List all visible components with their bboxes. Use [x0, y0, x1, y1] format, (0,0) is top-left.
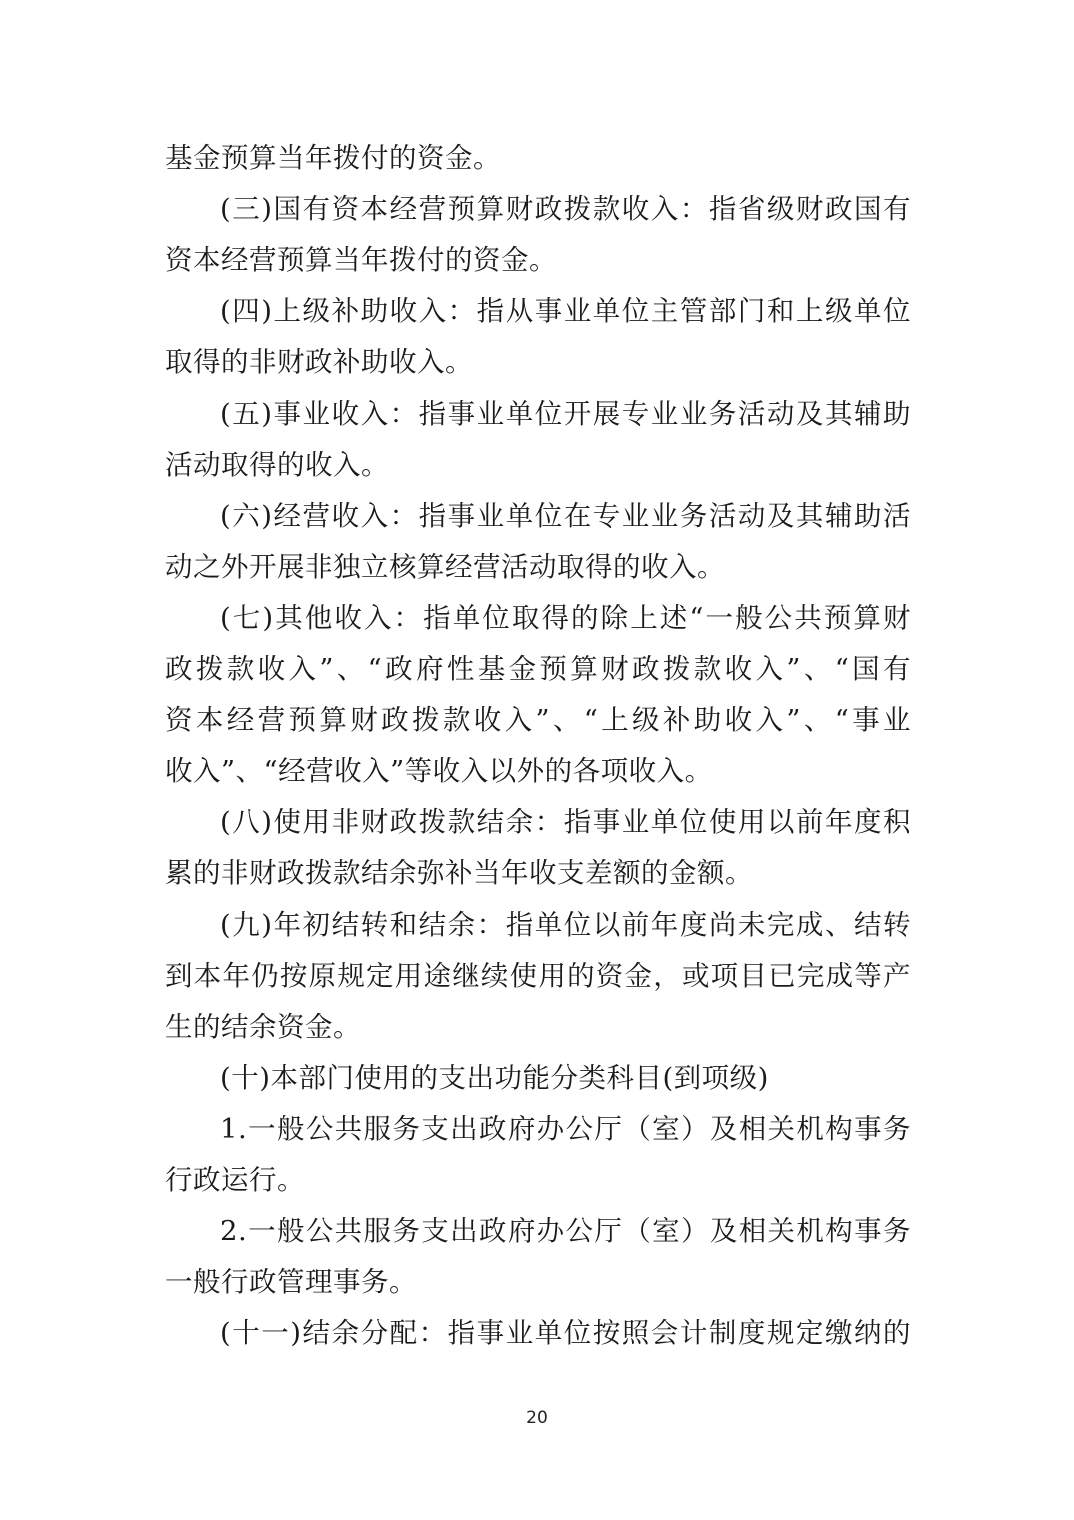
- text-line: 动之外开展非独立核算经营活动取得的收入。: [165, 550, 725, 583]
- text-line: 资本经营预算当年拨付的资金。: [165, 244, 557, 277]
- text-line: (五)事业收入：指事业单位开展专业业务活动及其辅助: [220, 397, 911, 430]
- text-line: 一般行政管理事务。: [165, 1266, 417, 1299]
- text-line: 收入”、“经营收入”等收入以外的各项收入。: [165, 755, 713, 788]
- text-line: (四)上级补助收入：指从事业单位主管部门和上级单位: [220, 295, 911, 328]
- text-line: (三)国有资本经营预算财政拨款收入：指省级财政国有: [220, 193, 911, 226]
- text-line: (十)本部门使用的支出功能分类科目(到项级): [220, 1061, 769, 1094]
- text-line: 取得的非财政补助收入。: [165, 346, 473, 379]
- text-line: 到本年仍按原规定用途继续使用的资金，或项目已完成等产: [165, 959, 911, 992]
- text-line: 政拨款收入”、“政府性基金预算财政拨款收入”、“国有: [165, 653, 911, 685]
- page-number: 20: [526, 1408, 548, 1428]
- text-line: 基金预算当年拨付的资金。: [165, 142, 501, 174]
- text-line: (七)其他收入：指单位取得的除上述“一般公共预算财: [220, 601, 911, 634]
- text-line: 累的非财政拨款结余弥补当年收支差额的金额。: [165, 857, 753, 890]
- text-line: 生的结余资金。: [165, 1010, 361, 1043]
- text-line: 2.一般公共服务支出政府办公厅（室）及相关机构事务: [220, 1215, 911, 1248]
- text-line: 活动取得的收入。: [165, 448, 389, 481]
- text-line: (八)使用非财政拨款结余：指事业单位使用以前年度积: [220, 806, 911, 839]
- text-line: 行政运行。: [165, 1164, 305, 1196]
- text-line: (九)年初结转和结余：指单位以前年度尚未完成、结转: [220, 908, 911, 941]
- text-line: 资本经营预算财政拨款收入”、“上级补助收入”、“事业: [165, 704, 911, 737]
- text-line: (六)经营收入：指事业单位在专业业务活动及其辅助活: [220, 499, 911, 532]
- text-line: (十一)结余分配：指事业单位按照会计制度规定缴纳的: [220, 1317, 911, 1350]
- text-line: 1.一般公共服务支出政府办公厅（室）及相关机构事务: [220, 1112, 911, 1145]
